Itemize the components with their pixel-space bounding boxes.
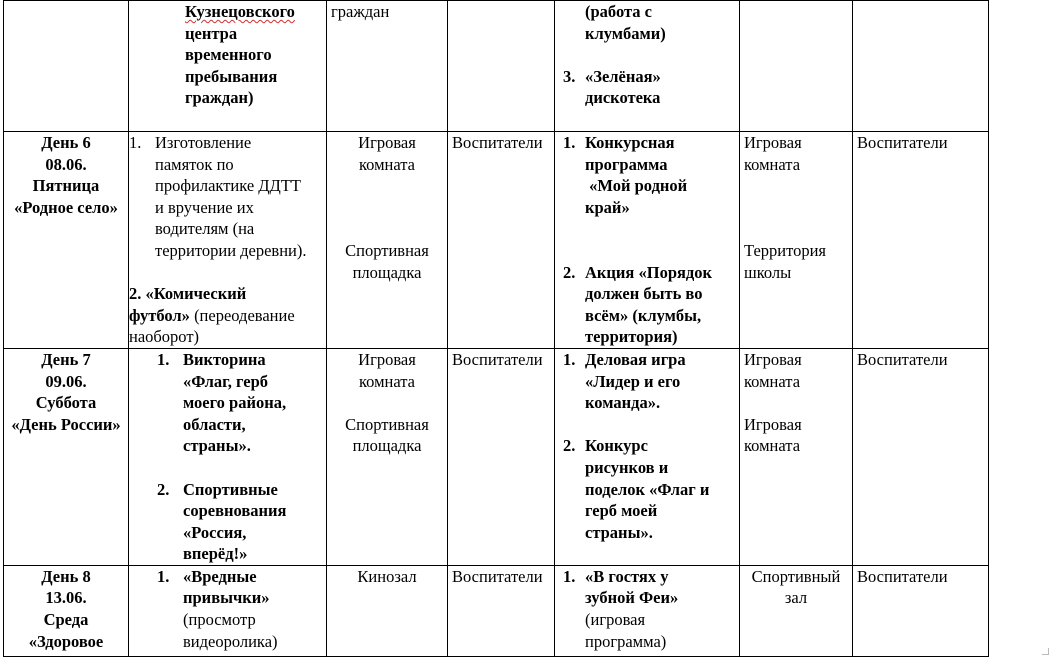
activity-text: клумбами) [585, 23, 666, 43]
activity-text: (просмотр [183, 610, 256, 630]
responsible-text: Воспитатели [452, 349, 543, 369]
activity-text: «Зелёная» [585, 66, 661, 86]
morning-place-cell [327, 1, 448, 132]
place-text: Спортивная [345, 414, 429, 434]
activity-text: страны». [585, 522, 653, 542]
activity-text: всём» (клумбы, [585, 305, 702, 325]
morning-activity-cell [129, 1, 327, 132]
activity-text: «Мой родной [585, 176, 688, 196]
place-text: Кинозал [357, 566, 417, 586]
responsible-text: Воспитатели [857, 566, 948, 586]
day-theme: «Родное село» [14, 197, 118, 217]
place-text: Игровая [744, 133, 802, 152]
activity-text: зубной Феи» [585, 588, 679, 608]
evening-responsible-cell [853, 1, 989, 132]
list-number: 2. [157, 479, 170, 499]
activity-text: «Россия, [183, 522, 247, 542]
day-weekday: Среда [43, 610, 89, 630]
morning-activity-cell [129, 565, 327, 656]
place-text: комната [358, 371, 416, 391]
activity-text: 2. «Комический [129, 284, 247, 304]
activity-text: страны». [183, 436, 251, 456]
day-cell [4, 1, 129, 132]
morning-responsible-cell [448, 1, 555, 132]
activity-text: (игровая [585, 610, 646, 630]
place-text: Игровая [358, 133, 416, 152]
activity-text: дискотека [585, 88, 661, 108]
day-theme: «День России» [11, 414, 121, 434]
page-corner-mark [1042, 648, 1049, 655]
activity-text: профилактике ДДТТ [155, 176, 301, 196]
evening-place-cell [740, 348, 853, 565]
activity-text: «Флаг, герб [183, 371, 269, 391]
place-text: комната [744, 436, 801, 456]
morning-place-cell [327, 348, 448, 565]
activity-text: «В гостях у [585, 566, 669, 586]
place-text: комната [358, 154, 416, 174]
activity-text: программа) [585, 631, 667, 651]
list-number: 2. [563, 262, 576, 282]
activity-text: территория) [585, 327, 678, 347]
activity-text: граждан) [185, 88, 254, 108]
evening-activity-cell [555, 1, 740, 132]
morning-responsible-cell [448, 132, 555, 349]
evening-place-cell [740, 132, 853, 349]
place-text: площадка [352, 436, 422, 456]
place-text: Территория [744, 240, 827, 260]
place-text: зал [784, 588, 808, 608]
place-text: Игровая [744, 349, 802, 369]
place-text: Спортивная [345, 240, 429, 260]
activity-text: области, [183, 414, 246, 434]
list-number: 1. [563, 566, 576, 586]
activity-text: вперёд!» [183, 544, 248, 564]
place-text: комната [744, 154, 801, 174]
activity-text: Деловая игра [585, 349, 686, 369]
place-text: Игровая [358, 349, 416, 369]
morning-responsible-cell [448, 565, 555, 656]
activity-text: программа [585, 154, 668, 174]
activity-text: временного [185, 45, 272, 65]
activity-text: водителям (на [155, 219, 255, 239]
activity-text: (работа с [585, 2, 652, 21]
list-number: 2. [563, 436, 576, 456]
activity-text: Викторина [183, 349, 266, 369]
table-row [4, 1, 989, 132]
responsible-text: Воспитатели [452, 566, 543, 586]
activity-text: Конкурс [585, 436, 648, 456]
evening-place-cell [740, 1, 853, 132]
day-date: 08.06. [45, 154, 87, 174]
evening-activity-cell [555, 348, 740, 565]
activity-text: Спортивные [183, 479, 278, 499]
morning-activity-cell [129, 348, 327, 565]
activity-text: команда». [585, 393, 661, 413]
day-weekday: Суббота [35, 393, 97, 413]
evening-activity-cell [555, 565, 740, 656]
list-number: 1. [157, 566, 170, 586]
activity-text: территории деревни). [155, 240, 307, 260]
activity-text: «Вредные [183, 566, 257, 586]
activity-text: памяток по [155, 154, 234, 174]
list-number: 1. [563, 133, 576, 152]
place-text: Спортивный [751, 566, 841, 586]
table-row [4, 565, 989, 656]
place-text: площадка [352, 262, 422, 282]
day-cell [4, 348, 129, 565]
activity-text: должен быть во [585, 284, 703, 304]
responsible-text: Воспитатели [857, 133, 948, 152]
list-number: 1. [129, 133, 142, 152]
morning-activity-cell [129, 132, 327, 349]
day-date: 13.06. [45, 588, 87, 608]
activity-text: край» [585, 197, 630, 217]
activity-text: герб моей [585, 501, 658, 521]
place-text: Игровая [744, 414, 802, 434]
place-text: граждан [331, 2, 390, 21]
day-date: 09.06. [45, 371, 87, 391]
activity-text: Кузнецовского [185, 2, 295, 21]
day-theme: «Здоровое [28, 631, 104, 651]
morning-place-cell [327, 132, 448, 349]
activity-text: поделок «Флаг и [585, 479, 710, 499]
activity-text: футбол» [129, 305, 190, 325]
day-number: День 7 [41, 349, 91, 369]
list-number: 1. [157, 349, 170, 369]
evening-responsible-cell [853, 348, 989, 565]
evening-activity-cell [555, 132, 740, 349]
activity-text: моего района, [183, 393, 287, 413]
list-number: 3. [563, 66, 576, 86]
activity-text: (переодевание [189, 305, 295, 325]
activity-text: соревнования [183, 501, 287, 521]
morning-place-cell [327, 565, 448, 656]
activity-text: центра [185, 23, 238, 43]
schedule-table [3, 0, 989, 657]
day-cell [4, 132, 129, 349]
list-number: 1. [563, 349, 576, 369]
day-number: День 6 [41, 133, 91, 152]
activity-text: пребывания [185, 66, 278, 86]
responsible-text: Воспитатели [857, 349, 948, 369]
day-number: День 8 [41, 566, 91, 586]
activity-text: Изготовление [155, 133, 252, 152]
place-text: школы [744, 262, 792, 282]
activity-text: и вручение их [155, 197, 254, 217]
day-weekday: Пятница [32, 176, 100, 196]
day-cell [4, 565, 129, 656]
activity-text: «Лидер и его [585, 371, 681, 391]
place-text: комната [744, 371, 801, 391]
activity-text: Акция «Порядок [585, 262, 713, 282]
activity-text: рисунков и [585, 457, 669, 477]
evening-responsible-cell [853, 565, 989, 656]
table-row [4, 348, 989, 565]
activity-text: видеоролика) [183, 631, 278, 651]
activity-text: наоборот) [129, 327, 200, 347]
evening-responsible-cell [853, 132, 989, 349]
activity-text: привычки» [183, 588, 270, 608]
table-row [4, 132, 989, 349]
activity-text: Конкурсная [585, 133, 675, 152]
morning-responsible-cell [448, 348, 555, 565]
evening-place-cell [740, 565, 853, 656]
responsible-text: Воспитатели [452, 133, 543, 152]
